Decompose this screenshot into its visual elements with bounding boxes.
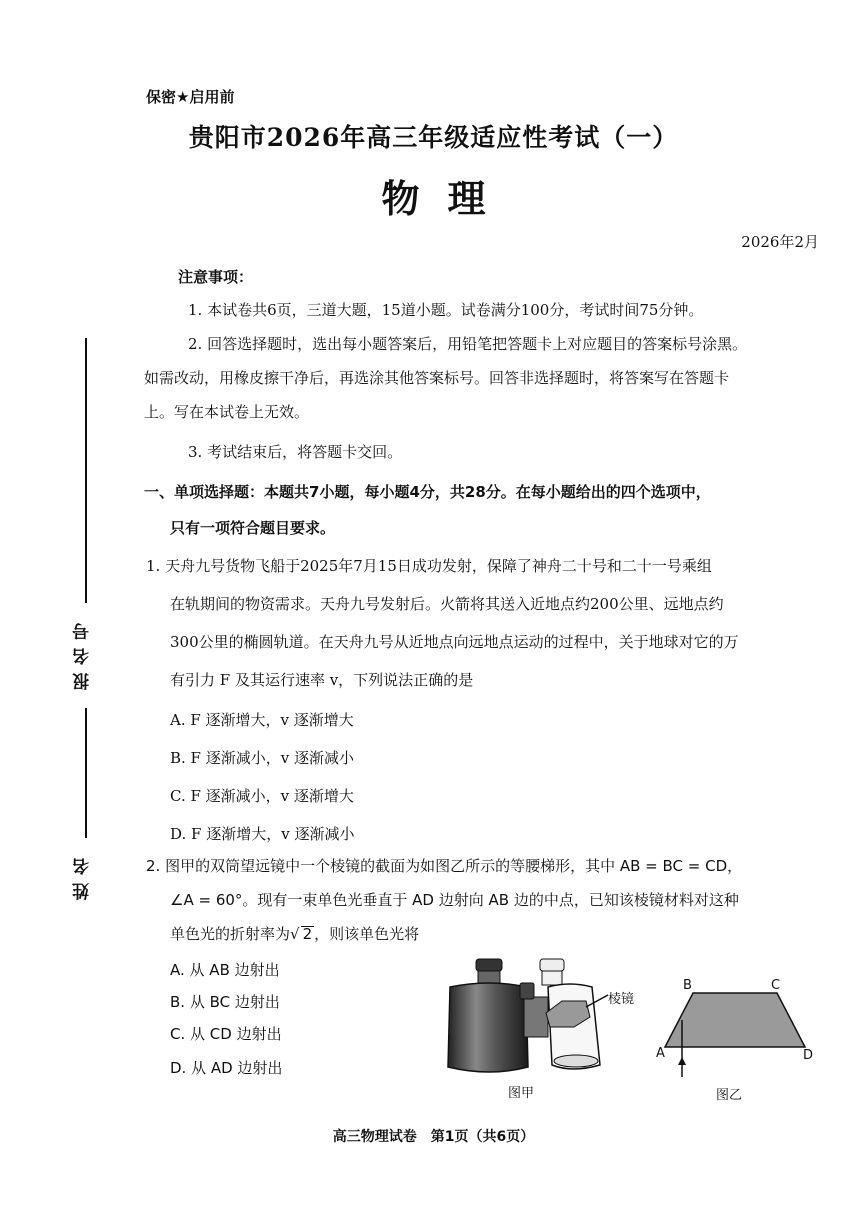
note-item-3: 3. 考试结束后，将答题卡交回。 — [188, 443, 403, 461]
q2-line-1: 2. 图甲的双筒望远镜中一个棱镜的截面为如图乙所示的等腰梯形，其中 AB = BC = CD， — [146, 857, 743, 875]
page-footer: 高三物理试卷 第1页（共6页） — [332, 1129, 535, 1145]
note-item-2-line-1: 2. 回答选择题时，选出每小题答案后，用铅笔把答题卡上对应题目的答案标号涂黑。 — [188, 335, 748, 353]
name-label: 姓名 — [73, 850, 93, 900]
figure-b-caption: 图乙 — [716, 1088, 743, 1103]
exam-date: 2026年2月 — [741, 233, 819, 251]
q2-line-3 — [170, 924, 419, 944]
vertex-c-label: C — [771, 978, 781, 993]
q1-option-c: C. F 逐渐减小，v 逐渐增大 — [170, 787, 354, 805]
figure-a-caption: 图甲 — [508, 1086, 535, 1101]
note-item-2-line-3: 上。写在本试卷上无效。 — [144, 403, 310, 421]
binoculars-figure — [440, 955, 640, 1080]
vertex-d-label: D — [803, 1048, 814, 1063]
section-1-heading-line-2: 只有一项符合题目要求。 — [170, 519, 336, 537]
q1-option-b: B. F 逐渐减小，v 逐渐减小 — [170, 749, 354, 767]
q1-line-4: 有引力 F 及其运行速率 v，下列说法正确的是 — [170, 671, 474, 689]
q2-line-3-pre: 单色光的折射率为 — [170, 925, 291, 943]
margin-line-middle — [85, 708, 87, 838]
margin-line-top — [85, 338, 87, 603]
q1-line-1: 1. 天舟九号货物飞船于2025年7月15日成功发射，保障了神舟二十号和二十一号乘组 — [146, 557, 712, 575]
q1-line-3: 300公里的椭圆轨道。在天舟九号从近地点向远地点运动的过程中，关于地球对它的万 — [170, 633, 739, 651]
subject-title: 物理 — [381, 176, 514, 221]
notes-heading: 注意事项： — [178, 268, 254, 286]
ray-arrow-icon — [678, 1057, 686, 1065]
sqrt-value: 2 — [302, 925, 313, 943]
q2-option-b: B. 从 BC 边射出 — [170, 993, 280, 1011]
confidential-mark: 保密★启用前 — [146, 88, 235, 106]
q2-option-a: A. 从 AB 边射出 — [170, 961, 280, 979]
vertex-b-label: B — [683, 978, 692, 993]
prism-label: 棱镜 — [608, 992, 635, 1007]
prism-trapezoid — [665, 993, 805, 1047]
note-item-2-line-2: 如需改动，用橡皮擦干净后，再选涂其他答案标号。回答非选择题时，将答案写在答题卡 — [144, 369, 730, 387]
note-item-1: 1. 本试卷共6页，三道大题，15道小题。试卷满分100分，考试时间75分钟。 — [188, 301, 704, 319]
q1-line-2: 在轨期间的物资需求。天舟九号发射后。火箭将其送入近地点约200公里、远地点约 — [170, 595, 724, 613]
q2-option-d: D. 从 AD 边射出 — [170, 1059, 283, 1077]
exam-number-label: 报名号 — [73, 615, 93, 690]
trapezoid-figure — [655, 985, 815, 1085]
sqrt-sign: √ — [290, 925, 300, 943]
q2-line-3-post: ，则该单色光将 — [314, 925, 420, 943]
q2-option-c: C. 从 CD 边射出 — [170, 1025, 282, 1043]
vertex-a-label: A — [656, 1046, 665, 1061]
q2-line-2: ∠A = 60°。现有一束单色光垂直于 AD 边射向 AB 边的中点，已知该棱镜材料对这种 — [170, 891, 739, 909]
q1-option-a: A. F 逐渐增大，v 逐渐增大 — [170, 711, 354, 729]
q1-option-d: D. F 逐渐增大，v 逐渐减小 — [170, 825, 355, 843]
section-1-heading-line-1: 一、单项选择题：本题共7小题，每小题4分，共28分。在每小题给出的四个选项中， — [144, 483, 711, 501]
exam-title: 贵阳市2026年高三年级适应性考试（一） — [188, 123, 679, 152]
